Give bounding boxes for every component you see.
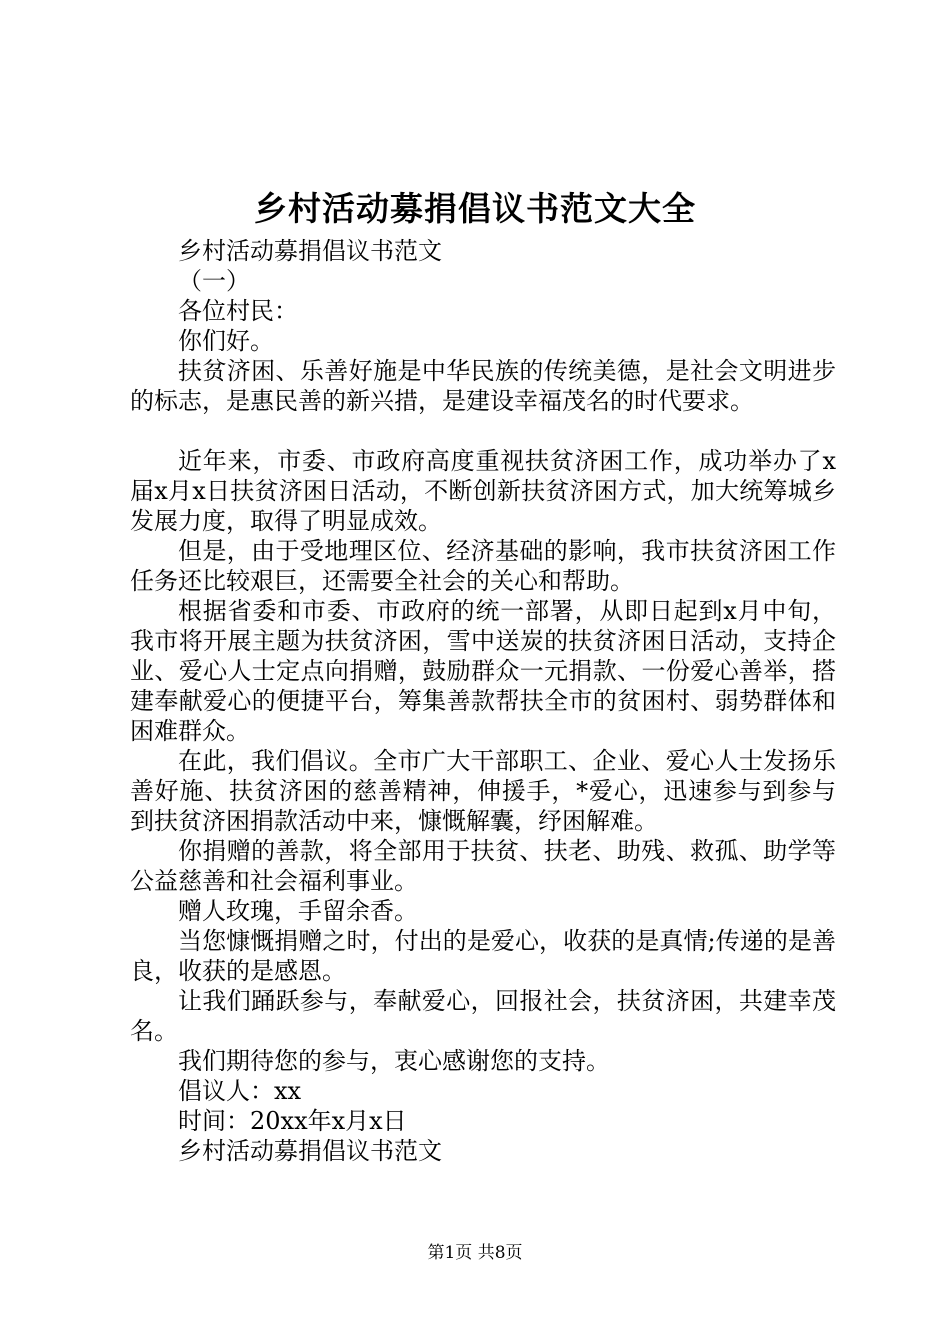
paragraph-section-number: （一） [178, 267, 250, 295]
paragraph-salutation: 各位村民： [178, 297, 298, 325]
paragraph-call-to-action: 让我们踊跃参与，奉献爱心，回报社会，扶贫济困，共建幸茂名。 [130, 987, 836, 1045]
paragraph-thanks: 我们期待您的参与，衷心感谢您的支持。 [178, 1047, 610, 1075]
paragraph-roses: 赠人玫瑰，手留余香。 [178, 897, 418, 925]
paragraph-donation-use: 你捐赠的善款，将全部用于扶贫、扶老、助残、救孤、助学等公益慈善和社会福利事业。 [130, 837, 836, 895]
paragraph-initiator: 倡议人：xx [178, 1077, 302, 1105]
paragraph-next-subtitle: 乡村活动募捐倡议书范文 [178, 1137, 442, 1165]
paragraph-however: 但是，由于受地理区位、经济基础的影响，我市扶贫济困工作任务还比较艰巨，还需要全社会的关心和帮助。 [130, 537, 836, 595]
page-number-footer: 第1页 共8页 [427, 1243, 523, 1263]
paragraph-greeting: 你们好。 [178, 327, 274, 355]
paragraph-recent-years: 近年来，市委、市政府高度重视扶贫济困工作，成功举办了x届x月x日扶贫济困日活动，不断创新扶贫济困方式，加大统筹城乡发展力度，取得了明显成效。 [130, 447, 836, 535]
paragraph-subtitle: 乡村活动募捐倡议书范文 [178, 237, 442, 265]
document-body [130, 236, 836, 1166]
paragraph-tradition: 扶贫济困、乐善好施是中华民族的传统美德，是社会文明进步的标志，是惠民善的新兴措，是建设幸福茂名的时代要求。 [130, 357, 836, 415]
paragraph-proposal: 在此，我们倡议。全市广大干部职工、企业、爱心人士发扬乐善好施、扶贫济困的慈善精神，伸援手，*爱心，迅速参与到参与到扶贫济困捐款活动中来，慷慨解囊，纾困解难。 [130, 747, 836, 835]
paragraph-date: 时间：20xx年x月x日 [178, 1107, 407, 1135]
document-title: 乡村活动募捐倡议书范文大全 [254, 189, 696, 228]
paragraph-generosity: 当您慷慨捐赠之时，付出的是爱心，收获的是真情;传递的是善良，收获的是感恩。 [130, 927, 836, 985]
paragraph-deployment: 根据省委和市委、市政府的统一部署，从即日起到x月中旬，我市将开展主题为扶贫济困，雪中送炭的扶贫济困日活动，支持企业、爱心人士定点向捐赠，鼓励群众一元捐款、一份爱心善举，搭建奉献爱心的便捷平台，筹集善款帮扶全市的贫困村、弱势群体和困难群众。 [130, 597, 836, 745]
